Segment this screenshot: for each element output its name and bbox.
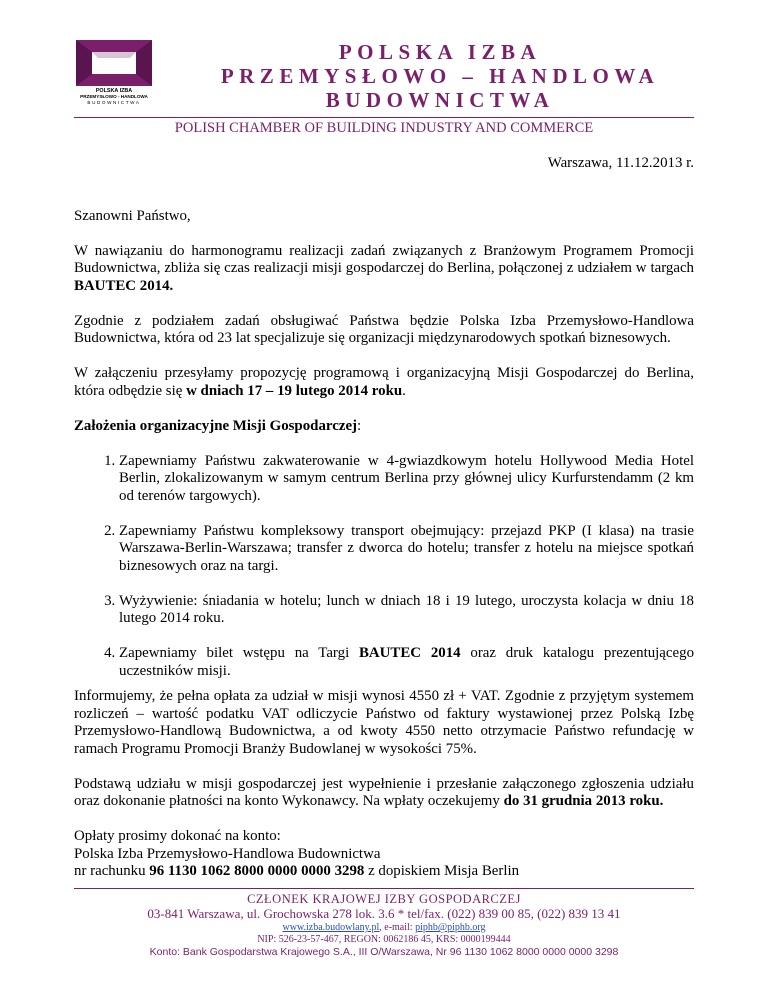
list-item: 2. Zapewniamy Państwu kompleksowy transport obejmujący: przejazd PKP (I klasa) na trasie Warszawa-Berlin-Warszawa; transfer z dworca do hotelu; transfer z hotelu na miejsce spotkań biznesowych oraz na targi. (119, 523, 694, 576)
account-number: 96 1130 1062 8000 0000 0000 3298 (149, 863, 365, 879)
logo-text-line1: POLSKA IZBA (95, 88, 133, 94)
footer-membership: CZŁONEK KRAJOWEJ IZBY GOSPODARCZEJ (247, 892, 521, 906)
paragraph-fee: Informujemy, że pełna opłata za udział w misji wynosi 4550 zł + VAT. Zgodnie z przyjętym systemem rozliczeń – wartość podatku VAT odliczycie Państwo od faktury wystawionej przez Polską Izbę Przemysłowo-Handlową Budownictwa, a od kwoty 4550 netto otrzymacie Państwo refundację w ramach Programu Promocji Branży Budowlanej w wysokości 75%. (74, 688, 694, 757)
logo-text-line2: PRZEMYSŁOWO - HANDLOWA (80, 94, 148, 99)
mission-dates: w dniach 17 – 19 lutego 2014 roku (186, 382, 403, 399)
payment-line2: Polska Izba Przemysłowo-Handlowa Budownictwa (74, 845, 381, 862)
list-item: 4. Zapewniamy bilet wstępu na Targi BAUTEC 2014 oraz druk katalogu prezentującego uczestników misji. (119, 645, 694, 680)
org-name-line2: PRZEMYSŁOWO – HANDLOWA (220, 64, 660, 88)
footer-bank-account: Konto: Bank Gospodarstwa Krajowego S.A., III O/Warszawa, Nr 96 1130 1062 8000 0000 0000 3298 (149, 946, 619, 958)
payment-line1: Opłaty prosimy dokonać na konto: (74, 828, 281, 844)
salutation: Szanowni Państwo, (74, 207, 191, 224)
payment-deadline: do 31 grudnia 2013 roku. (503, 793, 664, 809)
assumptions-list (74, 453, 694, 681)
paragraph-deadline: Podstawą udziału w misji gospodarczej jest wypełnienie i przesłanie załączonego zgłoszenia udziału oraz dokonanie płatności na konto Wykonawcy. Na wpłaty oczekujemy do 31 grudnia 2013 roku. (74, 775, 694, 809)
email-link[interactable]: piphb@piphb.org (415, 922, 486, 933)
paragraph-intro: W nawiązaniu do harmonogramu realizacji zadań związanych z Branżowym Programem Promocji Budownictwa, zbliża się czas realizacji misji gospodarczej do Berlina, połączonej z udziałem w targach BAUTEC 2014. (74, 242, 694, 294)
org-name-line3: BUDOWNICTWA (325, 88, 555, 112)
footer-address: 03-841 Warszawa, ul. Grochowska 278 lok. 3.6 * tel/fax. (022) 839 00 85, (022) 839 13 41 (147, 906, 621, 921)
list-item: 1. Zapewniamy Państwu zakwaterowanie w 4-gwiazdkowym hotelu Hollywood Media Hotel Berlin, zlokalizowanym w samym centrum Berlina przy głównej ulicy Kurfurstendamm (2 km od terenów targowych). (119, 453, 694, 506)
letter-body (74, 155, 694, 881)
logo-text-line3: BUDOWNICTWA (87, 100, 141, 105)
payment-line3: nr rachunku 96 1130 1062 8000 0000 0000 3298 z dopiskiem Misja Berlin (74, 863, 520, 879)
list-item: 3. Wyżywienie: śniadania w hotelu; lunch w dniach 18 i 19 lutego, uroczysta kolacja w dniu 18 lutego 2014 roku. (119, 593, 694, 628)
org-name-line1: POLSKA IZBA (338, 40, 542, 64)
fair-name: BAUTEC 2014. (74, 277, 174, 294)
footer-registration: NIP: 526-23-57-467, REGON: 0062186 45, KRS: 0000199444 (257, 934, 511, 945)
paragraph-attachment: W załączeniu przesyłamy propozycję programową i organizacyjną Misji Gospodarczej do Berlina, która odbędzie się w dniach 17 – 19 lutego 2014 roku. (74, 365, 694, 399)
footer-divider (74, 888, 694, 889)
footer-contact: www.izba.budowlany.pl, e-mail: piphb@piphb.org (282, 922, 486, 933)
paragraph-organizer: Zgodnie z podziałem zadań obsługiwać Państwa będzie Polska Izba Przemysłowo-Handlowa Budownictwa, która od 23 lat specjalizuje się organizacji międzynarodowych spotkań biznesowych. (74, 312, 694, 346)
letter-date: Warszawa, 11.12.2013 r. (547, 155, 694, 171)
website-link[interactable]: www.izba.budowlany.pl (282, 922, 380, 933)
section-heading: Założenia organizacyjne Misji Gospodarczej: (74, 417, 362, 434)
org-subtitle-english: POLISH CHAMBER OF BUILDING INDUSTRY AND COMMERCE (174, 120, 594, 136)
header-divider (74, 117, 694, 118)
